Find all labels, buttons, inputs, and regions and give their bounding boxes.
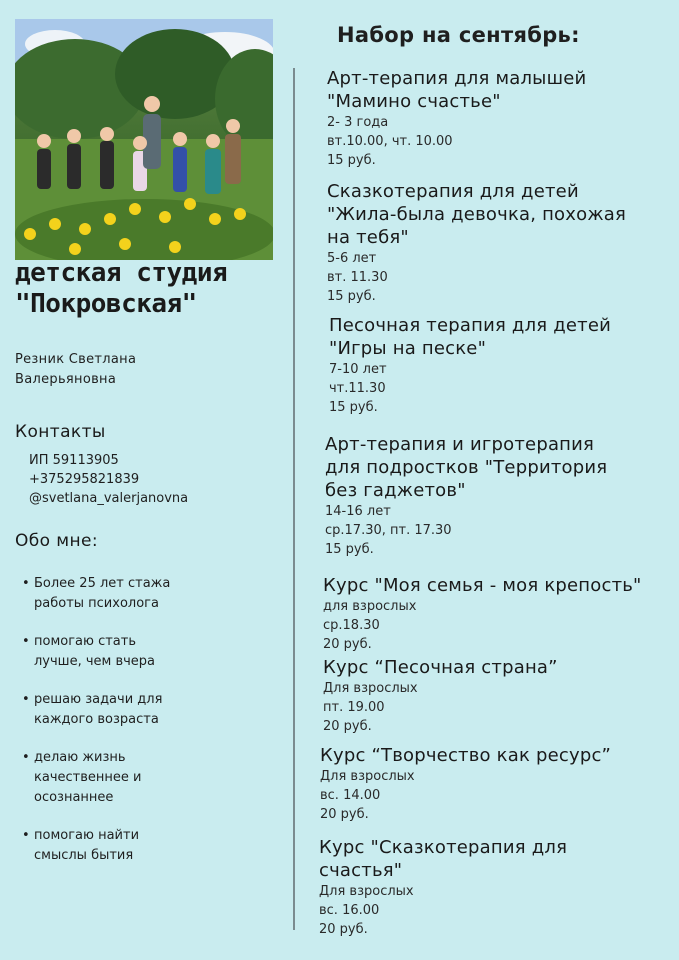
person-name-line1: Резник Светлана [15, 352, 137, 367]
course-item [327, 67, 586, 170]
person-name-line2: Валерьяновна [15, 372, 117, 387]
course-name: Сказкотерапия для детей [327, 181, 579, 202]
course-name: "Жила-была девочка, похожая [327, 204, 627, 225]
about-item-text: смыслы бытия [34, 848, 134, 863]
course-detail: 15 руб. [329, 400, 378, 415]
about-item-text: • решаю задачи для [34, 692, 163, 707]
contact-phone[interactable]: +375295821839 [29, 472, 140, 487]
about-item-text: • делаю жизнь [34, 750, 126, 765]
course-detail: 15 руб. [327, 153, 376, 168]
course-item [319, 836, 567, 939]
about-item [22, 632, 212, 672]
course-detail: 15 руб. [325, 542, 374, 557]
course-name: без гаджетов" [325, 480, 466, 501]
course-detail: Для взрослых [319, 884, 414, 899]
course-detail: ср.17.30, пт. 17.30 [325, 523, 452, 538]
course-item [323, 574, 642, 654]
about-item-text: • помогаю стать [34, 634, 137, 649]
about-item [22, 574, 212, 614]
course-detail: вт. 11.30 [327, 270, 388, 285]
about-item-text: осознаннее [34, 790, 114, 805]
course-detail: 20 руб. [323, 719, 372, 734]
course-detail: для взрослых [323, 599, 417, 614]
course-detail: Для взрослых [323, 681, 418, 696]
course-name: Курс “Песочная страна” [323, 657, 558, 678]
contacts-block [29, 451, 188, 508]
about-item [22, 690, 212, 730]
course-detail: вс. 16.00 [319, 903, 380, 918]
group-photo [15, 19, 273, 260]
course-detail: 14-16 лет [325, 504, 391, 519]
course-item [325, 433, 607, 559]
course-name: Арт-терапия для малышей [327, 68, 587, 89]
course-detail: 2- 3 года [327, 115, 389, 130]
about-list [22, 574, 212, 884]
studio-title [15, 258, 285, 320]
course-detail: вт.10.00, чт. 10.00 [327, 134, 453, 149]
course-detail: пт. 19.00 [323, 700, 385, 715]
about-item-text: лучше, чем вчера [34, 654, 156, 669]
about-item [22, 826, 212, 866]
vertical-divider [293, 68, 295, 930]
course-item [323, 656, 558, 736]
course-name: на тебя" [327, 227, 409, 248]
course-detail: Для взрослых [320, 769, 415, 784]
studio-title-line2: "Покровская" [15, 289, 197, 319]
contacts-heading: Контакты [15, 422, 106, 442]
about-item-text: каждого возраста [34, 712, 159, 727]
person-name [15, 350, 215, 390]
contact-ip: ИП 59113905 [29, 453, 119, 468]
course-detail: 20 руб. [320, 807, 369, 822]
about-item-text: • помогаю найти [34, 828, 140, 843]
course-name: счастья" [319, 860, 403, 881]
about-heading: Обо мне: [15, 531, 98, 551]
course-name: Курс "Сказкотерапия для [319, 837, 568, 858]
about-item-text: • Более 25 лет стажа [34, 576, 171, 591]
contact-social[interactable]: @svetlana_valerjanovna [29, 491, 189, 506]
course-name: Курс "Моя семья - моя крепость" [323, 575, 642, 596]
course-detail: 20 руб. [323, 637, 372, 652]
about-item-text: качественнее и [34, 770, 142, 785]
course-detail: ср.18.30 [323, 618, 380, 633]
about-item-text: работы психолога [34, 596, 159, 611]
course-item [327, 180, 626, 306]
course-detail: 20 руб. [319, 922, 368, 937]
course-name: Арт-терапия и игротерапия [325, 434, 595, 455]
about-item [22, 748, 212, 808]
course-detail: 7-10 лет [329, 362, 387, 377]
course-detail: 15 руб. [327, 289, 376, 304]
course-item [329, 314, 611, 417]
course-name: "Мамино счастье" [327, 91, 501, 112]
studio-title-line1: детская студия [15, 258, 228, 288]
course-detail: 5-6 лет [327, 251, 377, 266]
recruitment-title: Набор на сентябрь: [337, 23, 580, 47]
course-detail: чт.11.30 [329, 381, 386, 396]
course-name: Курс “Творчество как ресурс” [320, 745, 612, 766]
course-name: "Игры на песке" [329, 338, 487, 359]
course-item [320, 744, 611, 824]
course-detail: вс. 14.00 [320, 788, 381, 803]
course-name: Песочная терапия для детей [329, 315, 612, 336]
course-name: для подростков "Территория [325, 457, 608, 478]
